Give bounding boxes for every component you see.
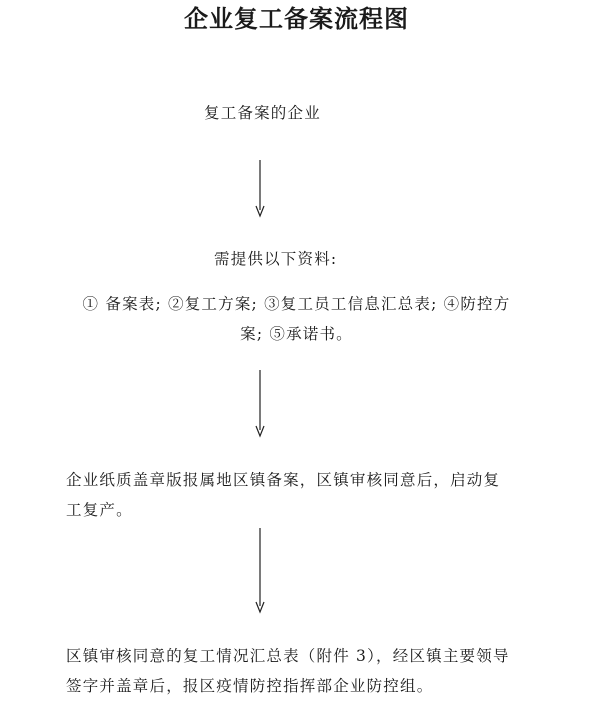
materials-line: 案; ⑤承诺书。 <box>240 325 353 343</box>
arrow-down-icon <box>253 370 267 438</box>
step-2-heading: 需提供以下资料: <box>214 250 338 268</box>
step-3-line: 企业纸质盖章版报属地区镇备案，区镇审核同意后，启动复 <box>66 471 501 489</box>
arrow-down-icon <box>253 160 267 218</box>
step-3-text <box>66 465 550 525</box>
step-4-text <box>66 641 556 701</box>
step-1-text: 复工备案的企业 <box>204 104 321 122</box>
page-title: 企业复工备案流程图 <box>184 5 409 33</box>
arrow-down-icon <box>253 528 267 614</box>
materials-line: ① 备案表; ②复工方案; ③复工员工信息汇总表; ④防控方 <box>82 295 511 313</box>
step-4-line: 区镇审核同意的复工情况汇总表（附件 3），经区镇主要领导 <box>66 647 510 665</box>
step-3-line: 工复产。 <box>66 501 133 519</box>
step-2-materials-list <box>0 289 593 349</box>
step-4-line: 签字并盖章后，报区疫情防控指挥部企业防控组。 <box>66 677 434 695</box>
